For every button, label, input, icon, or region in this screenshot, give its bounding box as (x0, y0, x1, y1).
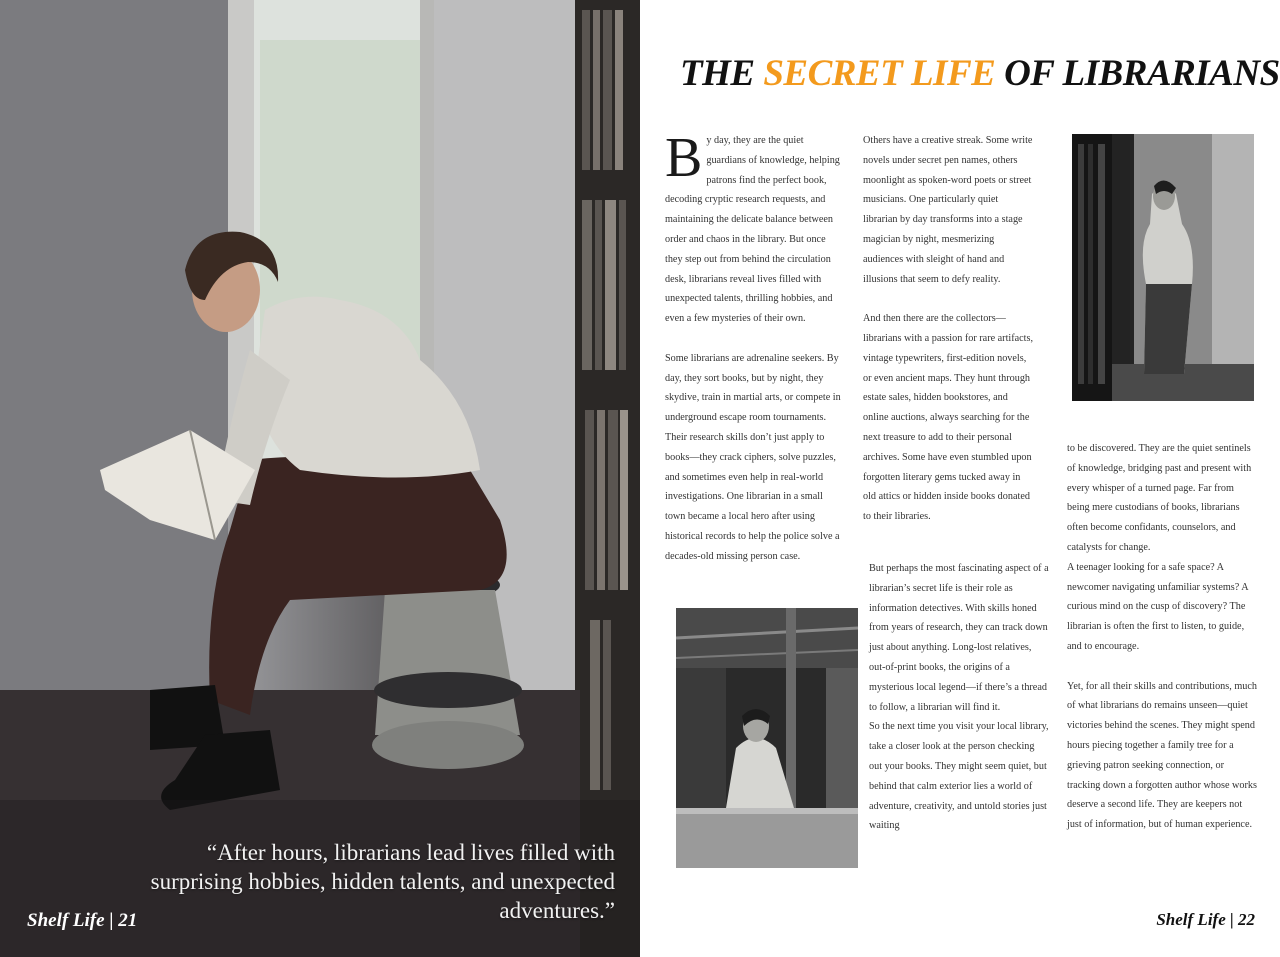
pull-quote: “After hours, librarians lead lives filled with surprising hobbies, hidden talents, and unexpected adventures.” (150, 840, 615, 923)
paragraph-questions: A teenager looking for a safe space? A newcomer navigating unfamiliar systems? A curious mind on the cusp of discovery? The librarian is often the first to listen, to guide, and to encourage. (1067, 561, 1249, 652)
paragraph-unseen: Yet, for all their skills and contributions, much of what librarians do remains unseen—quiet victories behind the scenes. They might spend hours piecing together a family tree for a grieving patron seeking connection, or tracking down a forgotten author whose works deserve a second life. They are keepers not just of information, but of human experience. (1067, 680, 1257, 831)
paragraph-intro-text: y day, they are the quiet guardians of knowledge, helping patrons find the perfect book, decoding cryptic research requests, and maintaining the delicate balance between order and chaos in the library. But once they step out from behind the circulation desk, librarians reveal lives filled with unexpected talents, thrilling hobbies, and even a few mysteries of their own. (665, 135, 840, 325)
folio-right: Shelf Life | 22 (1156, 910, 1255, 929)
paragraph-detectives: But perhaps the most fascinating aspect of a librarian’s secret life is their role as information detectives. With skills honed from years of research, they can track down just about anything. Long-lost relatives, out-of-print books, the origins of a mysterious local legend—if there’s a thread to follow, a librarian will find it. (869, 563, 1049, 713)
headline (680, 52, 1280, 95)
paragraph-discovered: to be discovered. They are the quiet sentinels of knowledge, bridging past and present with every whisper of a turned page. Far from being mere custodians of books, librarians often become confidants, counselors, and catalysts for change. (1067, 443, 1252, 553)
photo-librarian-standing (1072, 134, 1254, 401)
paragraph-intro (665, 127, 845, 329)
drop-cap: B (665, 127, 703, 189)
photo-librarian-desk (676, 608, 858, 868)
headline-accent: SECRET LIFE (763, 53, 996, 94)
paragraph-adrenaline: Some librarians are adrenaline seekers. By day, they sort books, but by night, they skydive, train in martial arts, or compete in underground escape room tournaments. Their research skills don’t just apply to books—they crack ciphers, solve puzzles, and sometimes even help in real-world investigations. One librarian in a small town became a local hero after using historical records to help the police solve a decades-old missing person case. (665, 352, 841, 562)
headline-part2: OF LIBRARIANS (995, 53, 1280, 94)
article-column-3 (1067, 439, 1257, 855)
step-stool-body (375, 590, 520, 735)
step-stool-base (372, 721, 524, 769)
article-column-1 (665, 127, 845, 586)
right-page (640, 0, 1280, 957)
article-column-2 (863, 131, 1033, 547)
paragraph-creative: Others have a creative streak. Some write novels under secret pen names, others moonlight as spoken-word poets or street musicians. One particularly quiet librarian by day transforms into a stage magician by night, mesmerizing audiences with sleight of hand and illusions that seem to defy reality. (863, 135, 1033, 285)
headline-part1: THE (680, 53, 764, 94)
wall-left (0, 0, 228, 700)
folio-left: Shelf Life | 21 (27, 910, 138, 931)
paragraph-next-visit: So the next time you visit your local library, take a closer look at the person checking out your books. They might seem quiet, but behind that calm exterior lies a world of adventure, creativity, and untold stories just waiting (869, 721, 1049, 832)
paragraph-collectors: And then there are the collectors—librarians with a passion for rare artifacts, vintage typewriters, first-edition novels, or even ancient maps. They hunt through estate sales, hidden bookstores, and online auctions, always searching for the next treasure to add to their personal archives. Some have even stumbled upon forgotten literary gems tucked away in old attics or hidden inside books donated to their libraries. (863, 313, 1034, 523)
article-column-2-lower (869, 559, 1049, 836)
desk (676, 808, 858, 868)
